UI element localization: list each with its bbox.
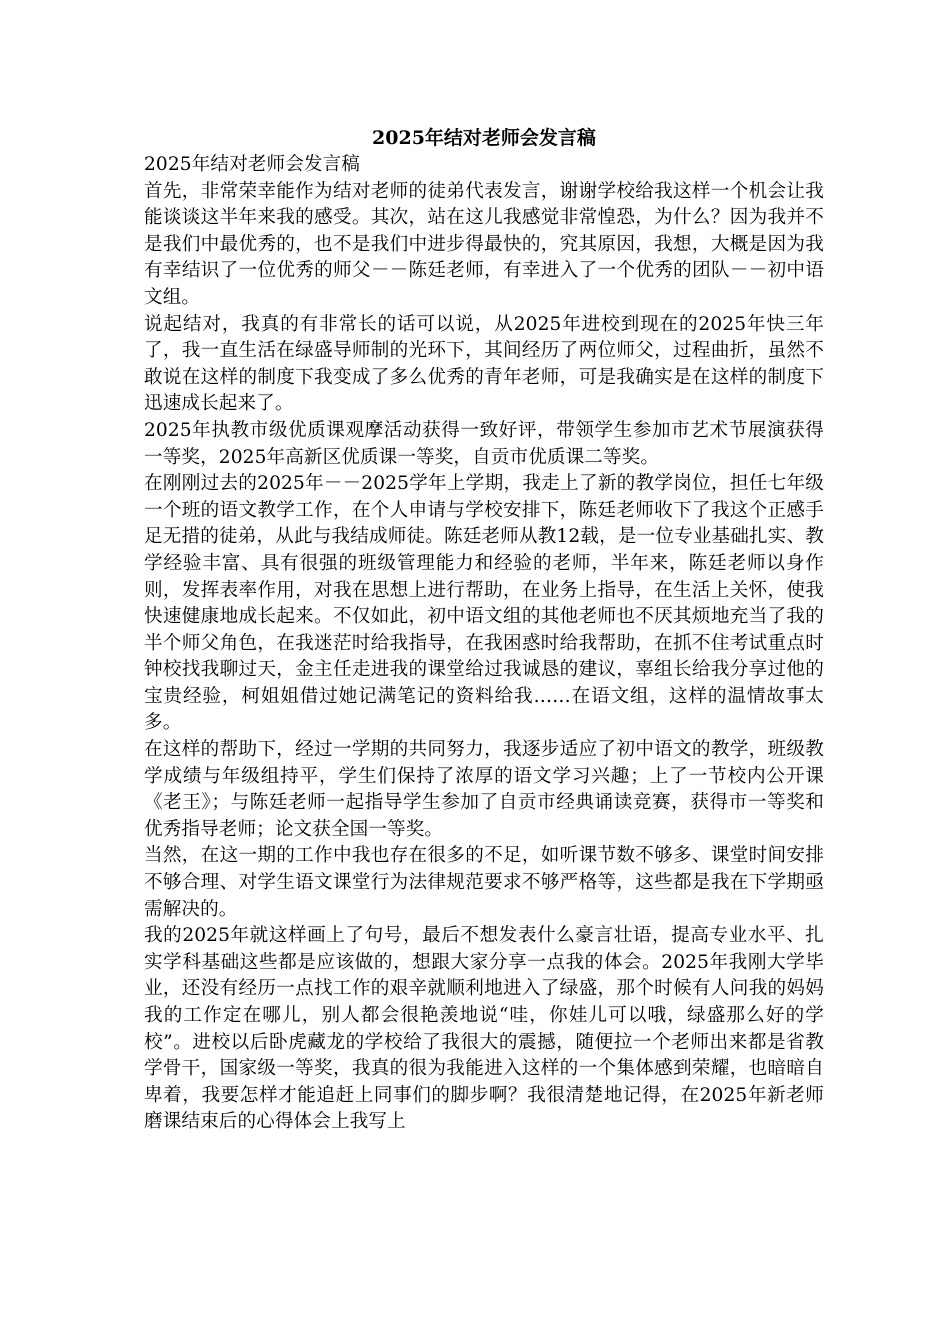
paragraph-3: 2025年执教市级优质课观摩活动获得一致好评，带领学生参加市艺术节展演获得一等奖，2025年高新区优质课一等奖，自贡市优质课二等奖。 xyxy=(144,419,824,468)
document-page xyxy=(144,124,824,1136)
paragraph-2: 说起结对，我真的有非常长的话可以说，从2025年进校到现在的2025年快三年了，我一直生活在绿盛导师制的光环下，其间经历了两位师父，过程曲折，虽然不敢说在这样的制度下我变成了多么优秀的青年老师，可是我确实是在这样的制度下迅速成长起来了。 xyxy=(144,313,824,415)
paragraph-5: 在这样的帮助下，经过一学期的共同努力，我逐步适应了初中语文的教学，班级教学成绩与年级组持平，学生们保持了浓厚的语文学习兴趣；上了一节校内公开课《老王》；与陈廷老师一起指导学生参加了自贡市经典诵读竞赛，获得市一等奖和优秀指导老师；论文获全国一等奖。 xyxy=(144,739,824,840)
paragraph-6: 当然，在这一期的工作中我也存在很多的不足，如听课节数不够多、课堂时间安排不够合理、对学生语文课堂行为法律规范要求不够严格等，这些都是我在下学期亟需解决的。 xyxy=(144,845,824,920)
paragraph-4: 在刚刚过去的2025年－－2025学年上学期，我走上了新的教学岗位，担任七年级一个班的语文教学工作，在个人申请与学校安排下，陈廷老师收下了我这个正感手足无措的徒弟，从此与我结成师徒。陈廷老师从教12载，是一位专业基础扎实、教学经验丰富、具有很强的班级管理能力和经验的老师，半年来，陈廷老师以身作则，发挥表率作用，对我在思想上进行帮助，在业务上指导，在生活上关怀，使我快速健康地成长起来。不仅如此，初中语文组的其他老师也不厌其烦地充当了我的半个师父角色，在我迷茫时给我指导，在我困惑时给我帮助，在抓不住考试重点时钟校找我聊过天，金主任走进我的课堂给过我诚恳的建议，辜组长给我分享过他的宝贵经验，柯姐姐借过她记满笔记的资料给我……在语文组，这样的温情故事太多。 xyxy=(144,473,824,734)
document-title: 2025年结对老师会发言稿 xyxy=(372,127,596,149)
paragraph-7: 我的2025年就这样画上了句号，最后不想发表什么豪言壮语，提高专业水平、扎实学科基础这些都是应该做的，想跟大家分享一点我的体会。2025年我刚大学毕业，还没有经历一点找工作的艰辛就顺利地进入了绿盛，那个时候有人问我的妈妈我的工作定在哪儿，别人都会很艳羡地说“哇，你娃儿可以哦，绿盛那么好的学校”。进校以后卧虎藏龙的学校给了我很大的震撼，随便拉一个老师出来都是省教学骨干，国家级一等奖，我真的很为我能进入这样的一个集体感到荣耀，也暗暗自卑着，我要怎样才能追赶上同事们的脚步啊？我很清楚地记得，在2025年新老师磨课结束后的心得体会上我写上 xyxy=(144,925,824,1133)
document-subtitle: 2025年结对老师会发言稿 xyxy=(144,154,360,175)
paragraph-1: 首先，非常荣幸能作为结对老师的徒弟代表发言，谢谢学校给我这样一个机会让我能谈谈这半年来我的感受。其次，站在这儿我感觉非常惶恐，为什么？因为我并不是我们中最优秀的，也不是我们中进步得最快的，究其原因，我想，大概是因为我有幸结识了一位优秀的师父－－陈廷老师，有幸进入了一个优秀的团队－－初中语文组。 xyxy=(144,180,824,308)
